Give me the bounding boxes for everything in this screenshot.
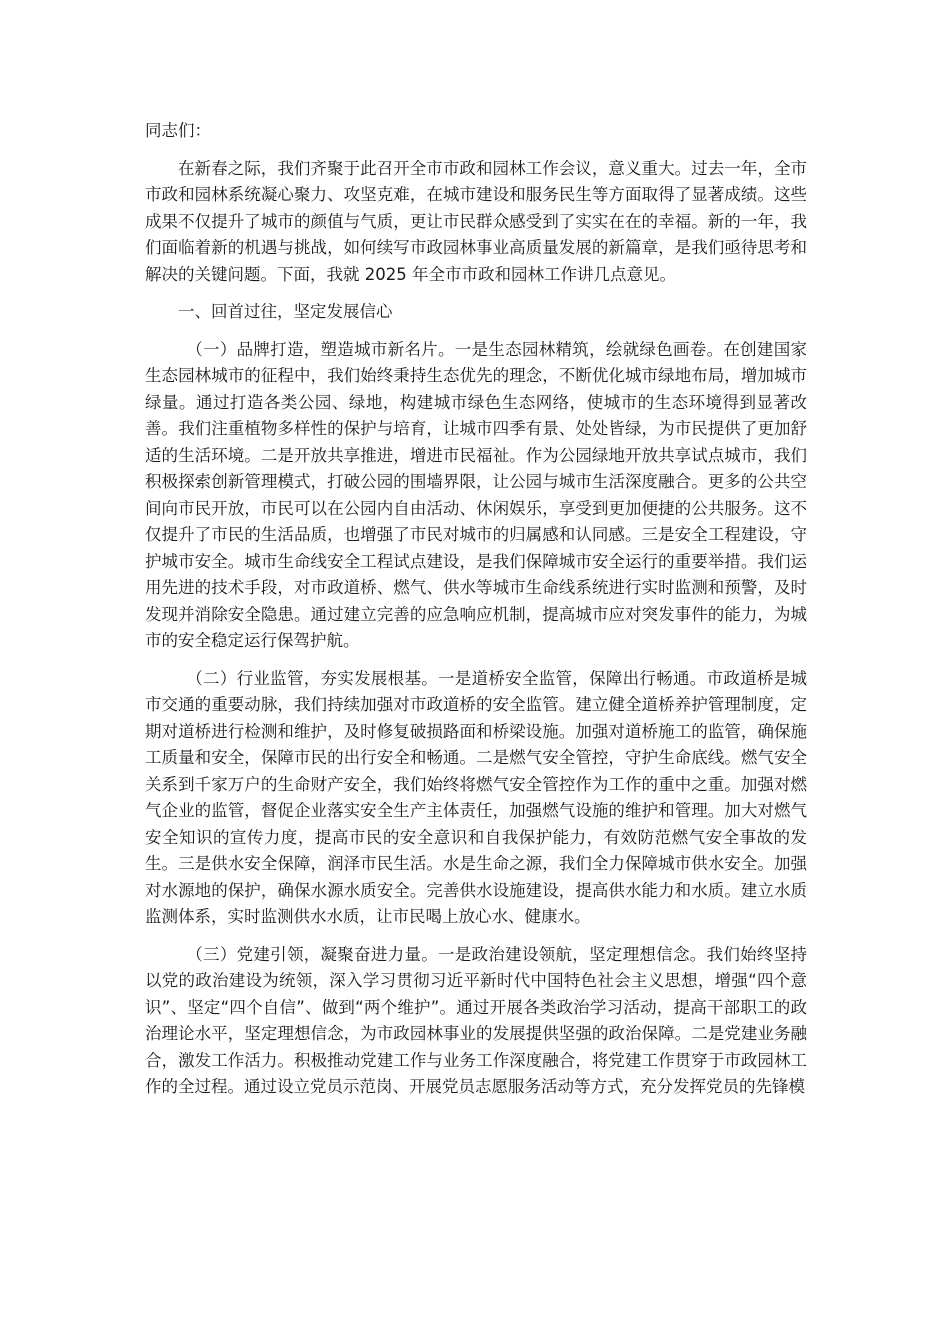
greeting: 同志们：	[145, 121, 211, 140]
document-body	[145, 118, 807, 1112]
intro-paragraph: 在新春之际，我们齐聚于此召开全市市政和园林工作会议，意义重大。过去一年，全市市政和园林系统凝心聚力、攻坚克难，在城市建设和服务民生等方面取得了显著成绩。这些成果不仅提升了城市的颜值与气质，更让市民群众感受到了实实在在的幸福。新的一年，我们面临着新的机遇与挑战，如何续写市政园林事业高质量发展的新篇章，是我们亟待思考和解决的关键问题。下面，我就 2025 年全市市政和园林工作讲几点意见。	[145, 158, 807, 284]
paragraph-party-building: （三）党建引领，凝聚奋进力量。一是政治建设领航，坚定理想信念。我们始终坚持以党的政治建设为统领，深入学习贯彻习近平新时代中国特色社会主义思想，增强“四个意识”、坚定“四个自信”、做到“两个维护”。通过开展各类政治学习活动，提高干部职工的政治理论水平，坚定理想信念，为市政园林事业的发展提供坚强的政治保障。二是党建业务融合，激发工作活力。积极推动党建工作与业务工作深度融合，将党建工作贯穿于市政园林工作的全过程。通过设立党员示范岗、开展党员志愿服务活动等方式，充分发挥党员的先锋模	[145, 944, 807, 1096]
section-heading-1: 一、回首过往，坚定发展信心	[178, 302, 393, 321]
paragraph-industry-supervision: （二）行业监管，夯实发展根基。一是道桥安全监管，保障出行畅通。市政道桥是城市交通的重要动脉，我们持续加强对市政道桥的安全监管。建立健全道桥养护管理制度，定期对道桥进行检测和维护，及时修复破损路面和桥梁设施。加强对道桥施工的监管，确保施工质量和安全，保障市民的出行安全和畅通。二是燃气安全管控，守护生命底线。燃气安全关系到千家万户的生命财产安全，我们始终将燃气安全管控作为工作的重中之重。加强对燃气企业的监管，督促企业落实安全生产主体责任，加强燃气设施的维护和管理。加大对燃气安全知识的宣传力度，提高市民的安全意识和自我保护能力，有效防范燃气安全事故的发生。三是供水安全保障，润泽市民生活。水是生命之源，我们全力保障城市供水安全。加强对水源地的保护，确保水源水质安全。完善供水设施建设，提高供水能力和水质。建立水质监测体系，实时监测供水水质，让市民喝上放心水、健康水。	[145, 668, 807, 926]
paragraph-brand-building: （一）品牌打造，塑造城市新名片。一是生态园林精筑，绘就绿色画卷。在创建国家生态园林城市的征程中，我们始终秉持生态优先的理念，不断优化城市绿地布局，增加城市绿量。通过打造各类公园、绿地，构建城市绿色生态网络，使城市的生态环境得到显著改善。我们注重植物多样性的保护与培育，让城市四季有景、处处皆绿，为市民提供了更加舒适的生活环境。二是开放共享推进，增进市民福祉。作为公园绿地开放共享试点城市，我们积极探索创新管理模式，打破公园的围墙界限，让公园与城市生活深度融合。更多的公共空间向市民开放，市民可以在公园内自由活动、休闲娱乐，享受到更加便捷的公共服务。这不仅提升了市民的生活品质，也增强了市民对城市的归属感和认同感。三是安全工程建设，守护城市安全。城市生命线安全工程试点建设，是我们保障城市安全运行的重要举措。我们运用先进的技术手段，对市政道桥、燃气、供水等城市生命线系统进行实时监测和预警，及时发现并消除安全隐患。通过建立完善的应急响应机制，提高城市应对突发事件的能力，为城市的安全稳定运行保驾护航。	[145, 339, 807, 650]
